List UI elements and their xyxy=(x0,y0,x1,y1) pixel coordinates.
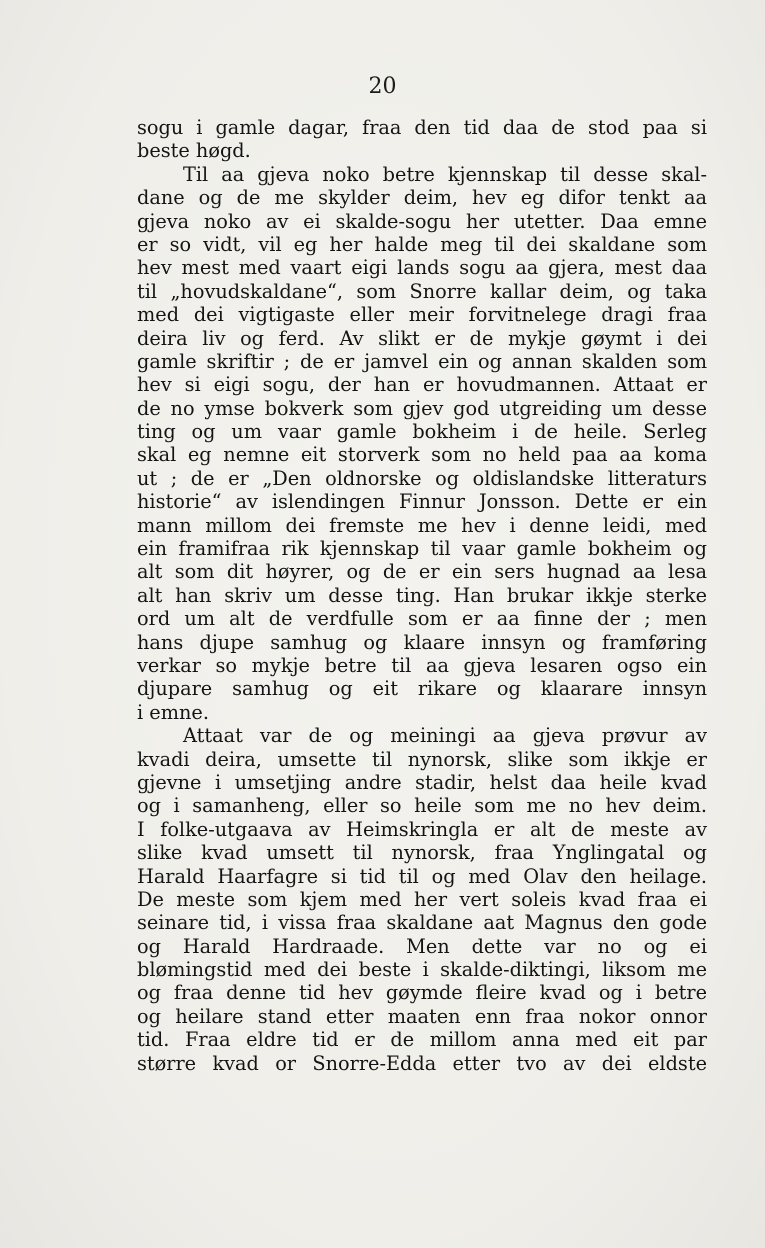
text-line: gamle skriftir ; de er jamvel ein og annan skalden som xyxy=(137,349,707,373)
text-line: ut ; de er „Den oldnorske og oldislandske litteraturs xyxy=(137,466,707,490)
page-number: 20 xyxy=(368,74,397,99)
text-line: med dei vigtigaste eller meir forvitnelege dragi fraa xyxy=(137,303,707,327)
text-line: gjeva noko av ei skalde-sogu her utetter. Daa emne xyxy=(137,209,707,233)
text-line: alt som dit høyrer, og de er ein sers hugnad aa lesa xyxy=(137,560,707,584)
text-line: til „hovudskaldane“, som Snorre kallar deim, og taka xyxy=(137,279,707,303)
text-line: sogu i gamle dagar, fraa den tid daa de stod paa si xyxy=(137,116,707,139)
text-line: ting og um vaar gamle bokheim i de heile. Serleg xyxy=(137,420,707,444)
text-line: djupare samhug og eit rikare og klaarare innsyn xyxy=(137,677,707,701)
text-line: Attaat var de og meiningi aa gjeva prøvur av xyxy=(183,724,707,748)
text-line: Til aa gjeva noko betre kjennskap til desse skal- xyxy=(183,162,707,186)
text-line: I folke-utgaava av Heimskringla er alt de meste av xyxy=(137,817,707,841)
text-line: alt han skriv um desse ting. Han brukar ikkje sterke xyxy=(137,583,707,607)
text-line: ein framifraa rik kjennskap til vaar gamle bokheim og xyxy=(137,537,707,561)
text-line: blømingstid med dei beste i skalde-diktingi, liksom me xyxy=(137,958,707,982)
body-text xyxy=(137,116,707,1075)
text-line: og i samanheng, eller so heile som me no hev deim. xyxy=(137,794,707,818)
text-line: i emne. xyxy=(137,700,209,724)
text-line: tid. Fraa eldre tid er de millom anna med eit par xyxy=(137,1028,707,1052)
text-line: hev mest med vaart eigi lands sogu aa gjera, mest daa xyxy=(137,256,707,280)
text-line: verkar so mykje betre til aa gjeva lesaren ogso ein xyxy=(137,653,707,677)
text-line: slike kvad umsett til nynorsk, fraa Ynglingatal og xyxy=(137,841,707,865)
text-line: de no ymse bokverk som gjev god utgreiding um desse xyxy=(137,396,707,420)
text-line: dane og de me skylder deim, hev eg difor tenkt aa xyxy=(137,186,707,210)
text-line: er so vidt, vil eg her halde meg til dei skaldane som xyxy=(137,232,707,256)
text-line: hans djupe samhug og klaare innsyn og framføring xyxy=(137,630,707,654)
text-line: og heilare stand etter maaten enn fraa nokor onnor xyxy=(137,1004,707,1028)
text-line: skal eg nemne eit storverk som no held paa aa koma xyxy=(137,443,707,467)
text-line: historie“ av islendingen Finnur Jonsson. Dette er ein xyxy=(137,490,707,514)
text-line: hev si eigi sogu, der han er hovudmannen. Attaat er xyxy=(137,373,707,397)
text-line: og fraa denne tid hev gøymde fleire kvad og i betre xyxy=(137,981,707,1005)
text-line: kvadi deira, umsette til nynorsk, slike som ikkje er xyxy=(137,747,707,771)
text-line: og Harald Hardraade. Men dette var no og ei xyxy=(137,934,707,958)
text-line: deira liv og ferd. Av slikt er de mykje gøymt i dei xyxy=(137,326,707,350)
text-line: seinare tid, i vissa fraa skaldane aat Magnus den gode xyxy=(137,911,707,935)
text-line: beste høgd. xyxy=(137,139,251,163)
text-line: større kvad or Snorre-Edda etter tvo av dei eldste xyxy=(137,1051,707,1075)
text-line: mann millom dei fremste me hev i denne leidi, med xyxy=(137,513,707,537)
text-line: ord um alt de verdfulle som er aa finne der ; men xyxy=(137,607,707,631)
text-line: Harald Haarfagre si tid til og med Olav den heilage. xyxy=(137,864,707,888)
text-line: De meste som kjem med her vert soleis kvad fraa ei xyxy=(137,887,707,911)
text-line: gjevne i umsetjing andre stadir, helst daa heile kvad xyxy=(137,770,707,794)
